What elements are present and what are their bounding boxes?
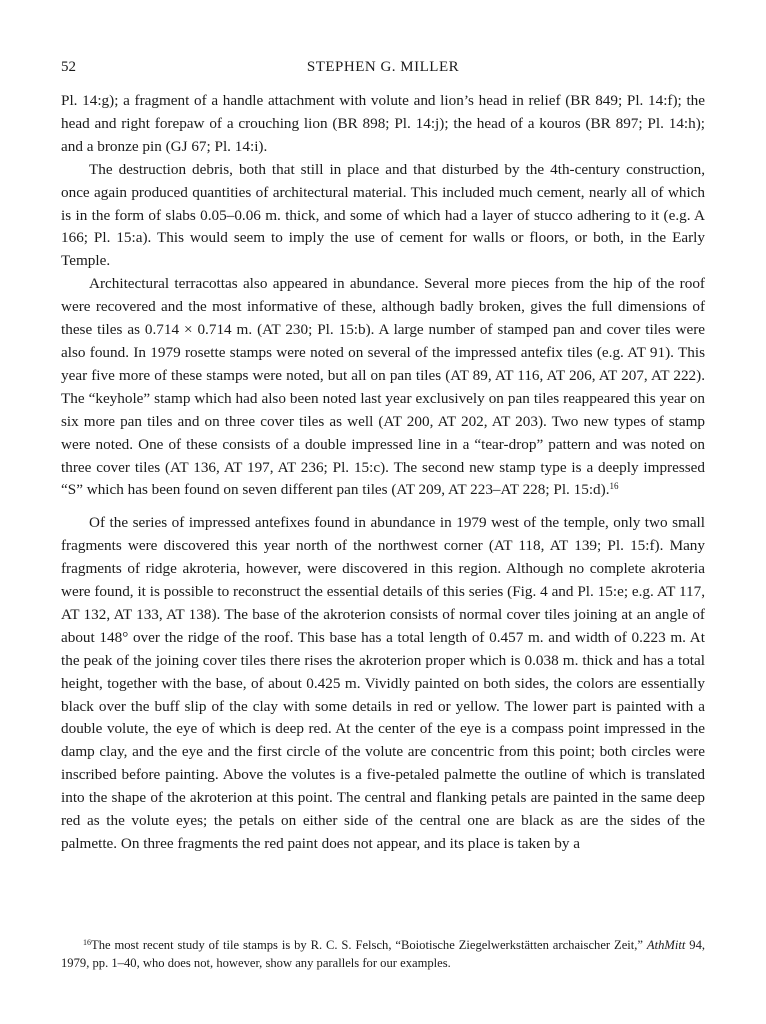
paragraph-1 <box>61 90 705 159</box>
footnote-body <box>61 936 705 972</box>
footnote-journal: AthMitt <box>646 938 686 952</box>
footnote-number: 16 <box>83 938 91 947</box>
paragraph-4 <box>61 512 705 856</box>
paragraph-4-text: Of the series of impressed antefixes found in abundance in 1979 west of the temple, only two small fragments were discovered this year north of the northwest corner (AT 118, AT 139; Pl. 15:f). Many fragments of ridge akroteria, however, were discovered in this region. Although no complete akroteria were found, it is possible to reconstruct the essential details of this series (Fig. 4 and Pl. 15:e; e.g. AT 117, AT 132, AT 133, AT 138). The base of the akroterion consists of normal cover tiles joining at an angle of about 148° over the ridge of the roof. This base has a total length of 0.457 m. and width of 0.223 m. At the peak of the joining cover tiles there rises the akroterion proper which is 0.038 m. thick and has a total height, together with the base, of about 0.425 m. Vividly painted on both sides, the colors are essentially black over the buff slip of the clay with some details in red or yellow. The lower part is painted with a double volute, the eye of which is deep red. At the center of the eye is a compass point impressed in the damp clay, and the eye and the first circle of the volute are concentric from this point; both circles were inscribed before painting. Above the volutes is a five-petaled palmette the outline of which is translated into the shape of the akroterion at this point. The central and flanking petals are painted in the same deep red as the volute eyes; the petals on either side of the central one are black as are the sides of the palmette. On three fragments the red paint does not appear, and its place is taken by a <box>61 514 705 852</box>
page-number: 52 <box>61 59 76 75</box>
page-body <box>61 56 705 856</box>
paragraph-1-text: Pl. 14:g); a fragment of a handle attachment with volute and lion’s head in relief (BR 849; Pl. 14:f); the head and right forepaw of a crouching lion (BR 898; Pl. 14:j); the head of a kouros (BR 897; Pl. 14:h); and a bronze pin (GJ 67; Pl. 14:i). <box>61 92 705 155</box>
paragraph-2-text: The destruction debris, both that still in place and that disturbed by the 4th-century construction, once again produced quantities of architectural material. This included much cement, nearly all of which is in the form of slabs 0.05–0.06 m. thick, and some of which had a layer of stucco adhering to it (e.g. A 166; Pl. 15:a). This would seem to imply the use of cement for walls or floors, or both, in the Early Temple. <box>61 160 705 270</box>
paragraph-3-text: Architectural terracottas also appeared in abundance. Several more pieces from the hip of the roof were recovered and the most informative of these, although badly broken, gives the full dimensions of these tiles as 0.714 × 0.714 m. (AT 230; Pl. 15:b). A large number of stamped pan and cover tiles were also found. In 1979 rosette stamps were noted on several of the impressed antefix tiles (e.g. AT 91). This year five more of these stamps were noted, but all on pan tiles (AT 89, AT 116, AT 206, AT 207, AT 222). The “keyhole” stamp which had also been noted last year exclusively on pan tiles reappeared this year on six more pan tiles and on three cover tiles as well (AT 200, AT 202, AT 203). Two new types of stamp were noted. One of these consists of a double impressed line in a “tear-drop” pattern and was noted on three cover tiles (AT 136, AT 197, AT 236; Pl. 15:c). The second new stamp type is a deeply impressed “S” which has been found on seven different pan tiles (AT 209, AT 223–AT 228; Pl. 15:d). <box>61 275 705 499</box>
footnote-16 <box>61 936 705 972</box>
running-head: STEPHEN G. MILLER <box>306 59 460 75</box>
footnote-ref-16[interactable]: 16 <box>609 481 619 492</box>
footnote-text-after: 94, 1979, pp. 1–40, who does not, however, show any parallels for our examples. <box>61 938 706 970</box>
paragraph-2 <box>61 159 705 274</box>
paragraph-3 <box>61 273 705 502</box>
footnote-text-before: The most recent study of tile stamps is by R. C. S. Felsch, “Boiotische Ziegelwerkstätten archaischer Zeit,” <box>91 938 647 952</box>
page-header <box>61 56 705 80</box>
